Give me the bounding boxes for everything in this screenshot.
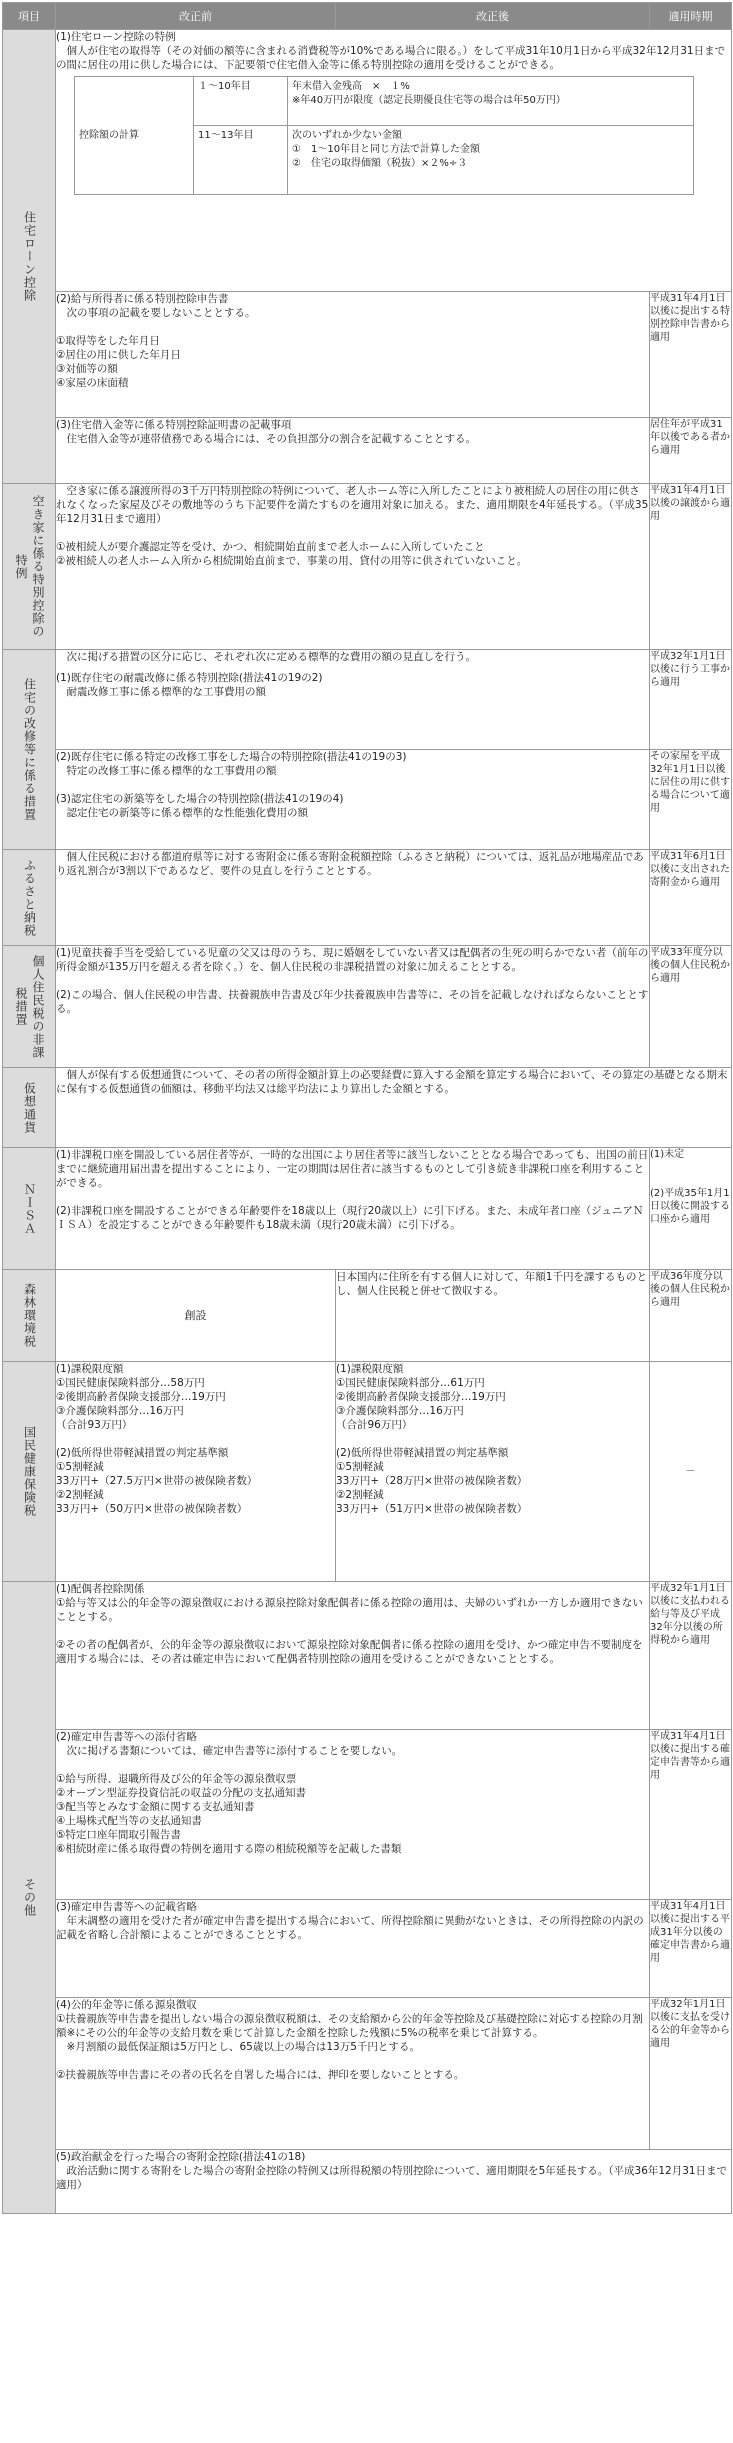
housing-loan-s3 — [56, 418, 650, 484]
resident-tax-label: 個人住民税の非課税措置 — [14, 954, 45, 1059]
health-row — [3, 1362, 732, 1582]
nisa-label: ＮＩＳＡ — [22, 1182, 37, 1235]
resident-tax-row — [3, 946, 732, 1068]
furusato-category — [3, 850, 56, 946]
period-11-13-lesser: 次のいずれか少ない金額 — [292, 130, 402, 141]
other-s2-text: (2)確定申告書等への添付省略 次に掲げる書類については、確定申告書等に添付することを要しない。 ①給与所得、退職所得及び公的年金等の源泉徴収票 ②オープン型証券投資信託の収益の分配の支払通知書 ③配当等とみなす金額に関する支払通知書 ④上場株式配当等の支払通知書 ⑤特定口座年間取引報告書 ⑥相続財産に係る取得費の特例を適用する際の相続税額等を記載した書類 — [56, 1731, 403, 1855]
housing-loan-s1-text: 個人が住宅の取得等（その対価の額等に含まれる消費税等が10%である場合に限る。）をして平成31年10月1日から平成32年12月31日までの間に居住の用に供した場合には、下記要領で住宅借入金等に係る特別控除の適用を受けることができる。 — [56, 45, 726, 71]
other-row-4 — [3, 1998, 732, 2150]
other-s4-text: (4)公的年金等に係る源泉徴収 ①扶養親族等申告書を提出しない場合の源泉徴収税額は、その支給額から公的年金等控除及び基礎控除に対応する控除の月割額※にその公的年金等の支給月数を乗じて計算した金額を控除した残額に5%の税率を乗じて計算する。 ※月割額の最低保証額は5万円とし、65歳以上の場合は13万5千円とする。 ②扶養親族等申告書にその者の氏名を自署した場合には、押印を要しないこととする。 — [56, 1999, 643, 2081]
housing-loan-s3-text: (3)住宅借入金等に係る特別控除証明書の記載事項 住宅借入金等が連帯債務である場合には、その負担部分の割合を記載することとする。 — [56, 419, 476, 445]
nisa-date: (1)未定 (2)平成35年1月1日以後に開設する口座から適用 — [650, 1148, 732, 1270]
other-s1 — [56, 1582, 650, 1730]
housing-loan-special — [56, 30, 732, 292]
forest-row — [3, 1270, 732, 1362]
tax-reform-table — [2, 2, 732, 2214]
renovation-s1 — [56, 650, 650, 750]
renovation-intro: 次に掲げる措置の区分に応じ、それぞれ次に定める標準的な費用の額の見直しを行う。 — [56, 651, 476, 663]
furusato-label: ふるさと納税 — [22, 858, 37, 937]
other-s2 — [56, 1730, 650, 1900]
nisa-text: (1)非課税口座を開設している居住者等が、一時的な出国により居住者等に該当しないこととなる場合であっても、出国の前日までに継続適用届出書を提出することにより、一定の期間は居住者に該当するものとして引き続き非課税口座を利用することができる。 (2)非課税口座を開設することができる年齢要件を18歳以上（現行20歳以上）に引下げる。また、未成年者口座（ジュニアＮＩＳＡ）を設定することができる年齢要件も18歳未満（現行20歳未満）に引下げる。 — [56, 1149, 649, 1231]
renovation-s1-date: 平成32年1月1日以後に行う工事から適用 — [650, 650, 732, 750]
furusato-text: 個人住民税における都道府県等に対する寄附金に係る寄附金税額控除（ふるさと納税）については、返礼品が地場産品であり返礼割合が3割以下であるなど、要件の見直しを行うこととする。 — [56, 851, 644, 877]
health-after — [336, 1362, 650, 1582]
header-after: 改正後 — [336, 3, 650, 30]
header-date: 適用時期 — [650, 3, 732, 30]
health-before-text: (1)課税限度額 ①国民健康保険料部分…58万円 ②後期高齢者保険支援部分…19万円 ③介護保険料部分…16万円 （合計93万円） (2)低所得世帯軽減措置の判定基準額 ①5割軽減 33万円+（27.5万円×世帯の被保険者数） ②2割軽減 33万円+（50万円×世帯の被保険者数） — [56, 1363, 258, 1515]
deduction-calc-table — [74, 76, 694, 195]
crypto-text: 個人が保有する仮想通貨について、その者の所得金額計算上の必要経費に算入する金額を算定する場合において、その算定の基礎となる期末に保有する仮想通貨の価額は、移動平均法又は総平均法により算出した金額とする。 — [56, 1069, 728, 1095]
other-category — [3, 1582, 56, 2214]
housing-loan-category — [3, 30, 56, 484]
health-category — [3, 1362, 56, 1582]
other-s5-text: (5)政治献金を行った場合の寄附金控除(措法41の18) 政治活動に関する寄附をした場合の寄附金控除の特例又は所得税額の特別控除について、適用期限を5年延長する。（平成36年12月31日まで適用） — [56, 2151, 728, 2191]
housing-loan-s2-text: (2)給与所得者に係る特別控除申告書 次の事項の記載を要しないこととする。 ①取得等をした年月日 ②居住の用に供した年月日 ③対価等の額 ④家屋の床面積 — [56, 293, 256, 389]
health-after-text: (1)課税限度額 ①国民健康保険料部分…61万円 ②後期高齢者保険支援部分…19万円 ③介護保険料部分…16万円 （合計96万円） (2)低所得世帯軽減措置の判定基準額 ①5割軽減 33万円+（28万円×世帯の被保険者数） ②2割軽減 33万円+（51万円×世帯の被保険者数） — [336, 1363, 528, 1515]
renovation-s1-text: (1)既存住宅の耐震改修に係る特別控除(措法41の19の2) 耐震改修工事に係る標準的な工事費用の額 — [56, 672, 323, 698]
other-label: その他 — [22, 1878, 37, 1917]
health-before — [56, 1362, 336, 1582]
crypto-category — [3, 1068, 56, 1148]
housing-loan-s3-date: 居住年が平成31年以後である者から適用 — [650, 418, 732, 484]
housing-loan-s2 — [56, 292, 650, 418]
other-row-2 — [3, 1730, 732, 1900]
crypto-label: 仮想通貨 — [22, 1081, 37, 1134]
other-s5 — [56, 2150, 732, 2214]
health-date: － — [650, 1362, 732, 1582]
other-s4-date: 平成32年1月1日以後に支払を受ける公的年金等から適用 — [650, 1998, 732, 2150]
vacant-house-content — [56, 484, 650, 650]
resident-tax-text: (1)児童扶養手当を受給している児童の父又は母のうち、現に婚姻をしていない者又は配偶者の生死の明らかでない者（前年の所得金額が135万円を超える者を除く。）を、個人住民税の非課税措置の対象に加えることとする。 (2)この場合、個人住民税の申告書、扶養親族申告書及び年少扶養親族申告書等に、その旨を記載しなければならないこととする。 — [56, 947, 649, 1015]
furusato-date: 平成31年6月1日以後に支出された寄附金から適用 — [650, 850, 732, 946]
health-label: 国民健康保険税 — [22, 1426, 37, 1517]
other-s3-text: (3)確定申告書等への記載省略 年末調整の適用を受けた者が確定申告書を提出する場合において、所得控除額に異動がないときは、その所得控除の内訳の記載を省略し合計額によることができることとする。 — [56, 1901, 644, 1941]
housing-loan-s2-date: 平成31年4月1日以後に提出する特別控除申告書から適用 — [650, 292, 732, 418]
housing-loan-row-3 — [3, 418, 732, 484]
forest-category — [3, 1270, 56, 1362]
other-s1-date: 平成32年1月1日以後に支払われる給与等及び平成32年分以後の所得税から適用 — [650, 1582, 732, 1730]
vacant-house-text: 空き家に係る譲渡所得の3千万円特別控除の特例について、老人ホーム等に入所したことにより被相続人の居住の用に供されなくなった家屋及びその敷地等のうち下記要件を満たすものを適用対象に加える。また、適用期限を4年延長する。（平成35年12月31日まで適用） ①被相続人が要介護認定等を受け、かつ、相続開始直前まで老人ホームに入所していたこと ②被相続人の老人ホーム入所から相続開始直前まで、事業の用、貸付の用等に供されていないこと。 — [56, 485, 649, 567]
housing-loan-row-2 — [3, 292, 732, 418]
nisa-category — [3, 1148, 56, 1270]
period-11-13-option-1: ① 1〜10年目と同じ方法で計算した金額 — [292, 144, 481, 155]
period-1-10: １〜10年目 — [194, 77, 288, 126]
period-1-10-calc — [288, 77, 694, 126]
deduction-calc-label: 控除額の計算 — [75, 77, 194, 195]
period-11-13-option-2: ② 住宅の取得価額（税抜）×２%÷３ — [292, 158, 468, 169]
renovation-category — [3, 650, 56, 850]
renovation-s2 — [56, 750, 650, 850]
furusato-content — [56, 850, 650, 946]
header-item: 項目 — [3, 3, 56, 30]
renovation-s2-text: (2)既存住宅に係る特定の改修工事をした場合の特別控除(措法41の19の3) 特定の改修工事に係る標準的な工事費用の額 (3)認定住宅の新築等をした場合の特別控除(措法41の19の4) 認定住宅の新築等に係る標準的な性能強化費用の額 — [56, 751, 407, 819]
period-11-13: 11〜13年目 — [194, 126, 288, 195]
other-s3-date: 平成31年4月1日以後に提出する平成31年分以後の確定申告書から適用 — [650, 1900, 732, 1998]
other-row-5 — [3, 2150, 732, 2214]
housing-loan-label: 住宅ローン控除 — [22, 211, 37, 302]
renovation-s2-date: その家屋を平成32年1月1日以後に居住の用に供する場合について適用 — [650, 750, 732, 850]
crypto-row — [3, 1068, 732, 1148]
other-s1-text: (1)配偶者控除関係 ①給与等又は公的年金等の源泉徴収における源泉控除対象配偶者に係る控除の適用は、夫婦のいずれか一方しか適用できないこととする。 ②その者の配偶者が、公的年金等の源泉徴収において源泉控除対象配偶者に係る控除の適用を受け、かつ確定申告不要制度を適用する場合には、その者は確定申告において配偶者特別控除の適用を受けることができないこととする。 — [56, 1583, 643, 1665]
vacant-house-category — [3, 484, 56, 650]
forest-after — [336, 1270, 650, 1362]
forest-date: 平成36年度分以後の個人住民税から適用 — [650, 1270, 732, 1362]
other-s2-date: 平成31年4月1日以後に提出する確定申告書等から適用 — [650, 1730, 732, 1900]
furusato-row — [3, 850, 732, 946]
other-s4 — [56, 1998, 650, 2150]
period-11-13-calc — [288, 126, 694, 195]
other-row-1 — [3, 1582, 732, 1730]
vacant-house-row — [3, 484, 732, 650]
other-row-3 — [3, 1900, 732, 1998]
housing-loan-s1-title: (1)住宅ローン控除の特例 — [56, 31, 176, 43]
forest-before: 創設 — [56, 1270, 336, 1362]
forest-label: 森林環境税 — [22, 1283, 37, 1348]
header-before: 改正前 — [56, 3, 336, 30]
housing-loan-row-1 — [3, 30, 732, 292]
header-row — [3, 3, 732, 30]
other-s3 — [56, 1900, 650, 1998]
nisa-row — [3, 1148, 732, 1270]
resident-tax-category — [3, 946, 56, 1068]
period-1-10-formula: 年末借入金残高 × １% — [292, 81, 410, 92]
renovation-label: 住宅の改修等に係る措置 — [22, 678, 37, 821]
resident-tax-date: 平成33年度分以後の個人住民税から適用 — [650, 946, 732, 1068]
crypto-content — [56, 1068, 732, 1148]
renovation-row-2 — [3, 750, 732, 850]
renovation-row-1 — [3, 650, 732, 750]
nisa-content — [56, 1148, 650, 1270]
vacant-house-label: 空き家に係る特別控除の特例 — [14, 495, 45, 638]
forest-after-text: 日本国内に住所を有する個人に対して、年額1千円を課するものとし、個人住民税と併せて徴収する。 — [336, 1271, 647, 1297]
period-1-10-limit: ※年40万円が限度（認定長期優良住宅等の場合は年50万円） — [292, 95, 566, 106]
resident-tax-content — [56, 946, 650, 1068]
vacant-house-date: 平成31年4月1日以後の譲渡から適用 — [650, 484, 732, 650]
